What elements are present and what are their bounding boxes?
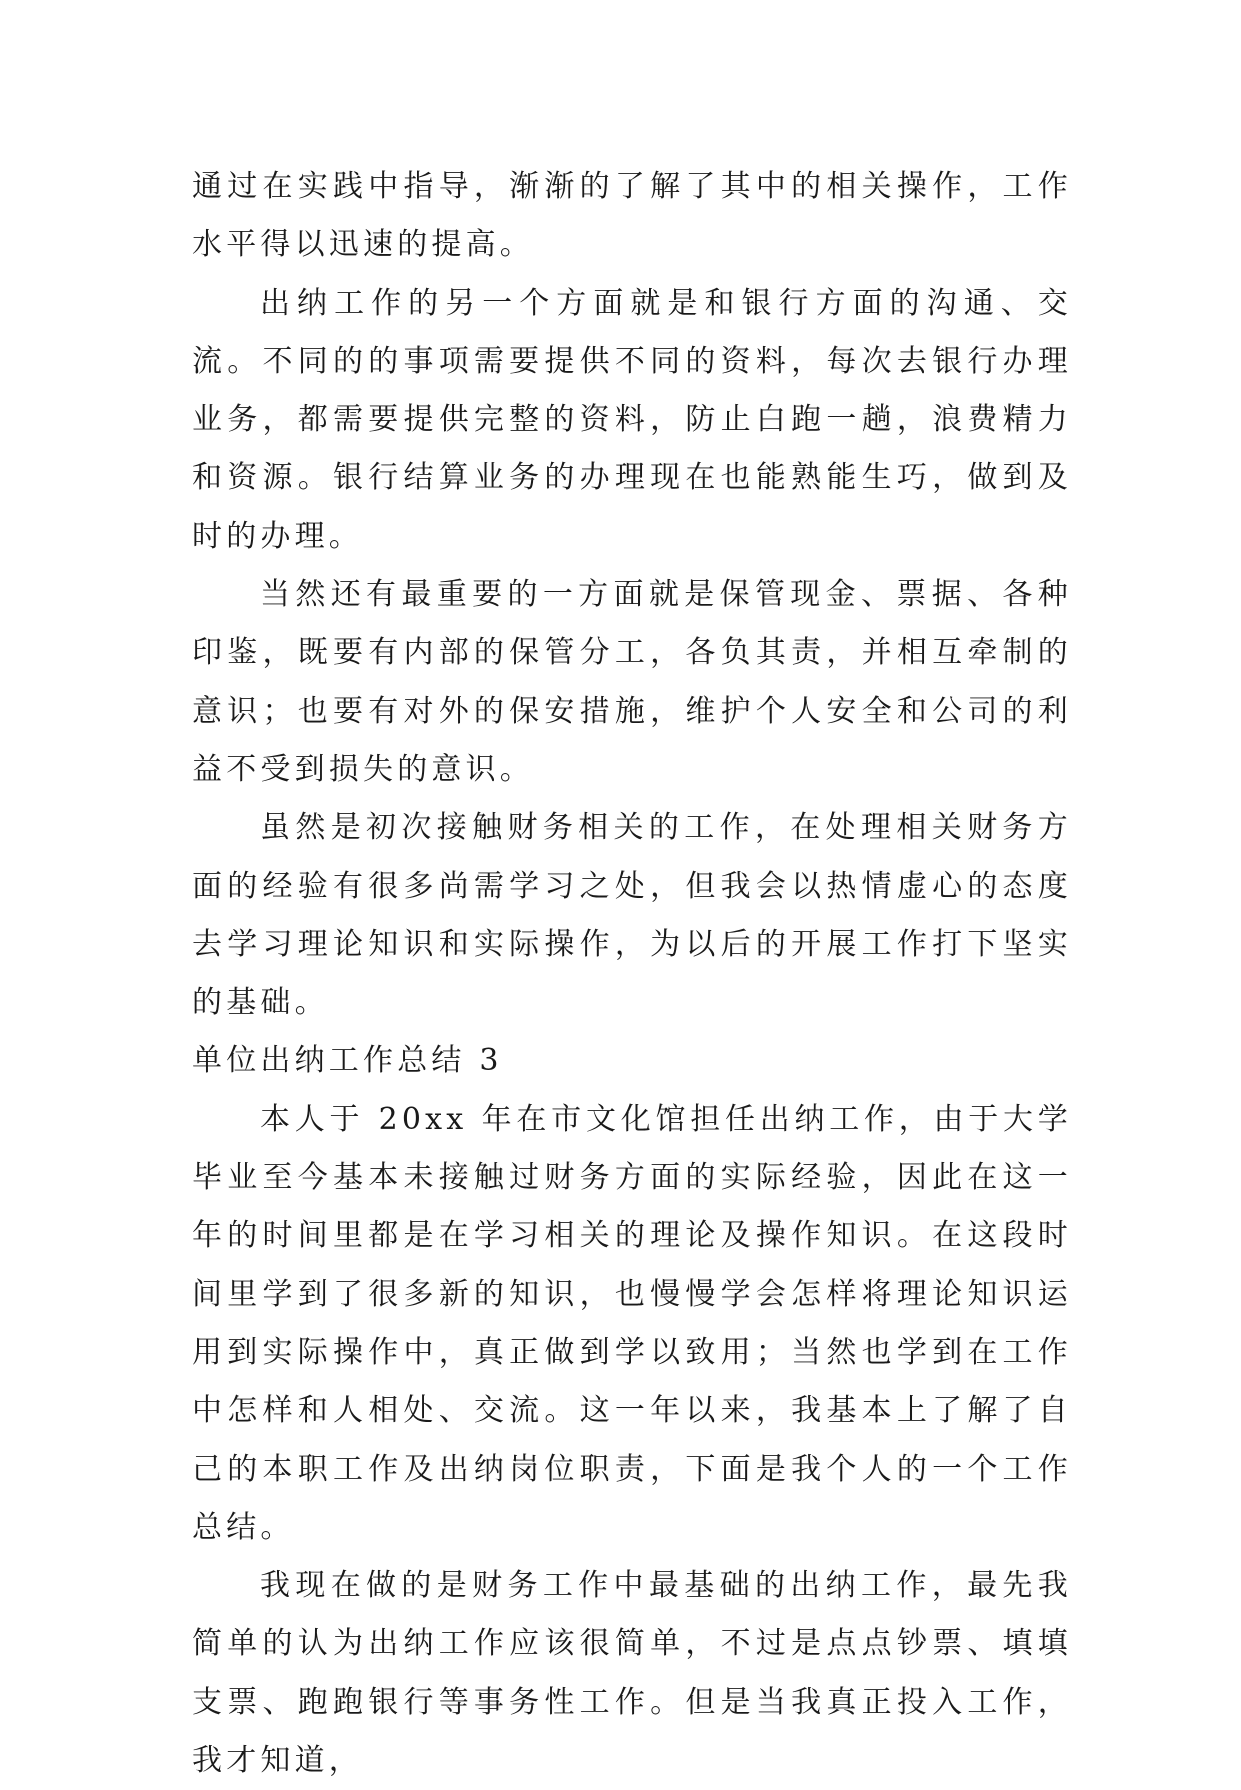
paragraph-basic-work: 我现在做的是财务工作中最基础的出纳工作，最先我简单的认为出纳工作应该很简单，不过是点点钞票、填填支票、跑跑银行等事务性工作。但是当我真正投入工作，我才知道，	[192, 1568, 1072, 1779]
paragraph-bank-communication: 出纳工作的另一个方面就是和银行方面的沟通、交流。不同的的事项需要提供不同的资料，每次去银行办理业务，都需要提供完整的资料，防止白跑一趟，浪费精力和资源。银行结算业务的办理现在也能熟能生巧，做到及时的办理。	[192, 285, 1072, 554]
paragraph-cash-custody: 当然还有最重要的一方面就是保管现金、票据、各种印鉴，既要有内部的保管分工，各负其责，并相互牵制的意识；也要有对外的保安措施，维护个人安全和公司的利益不受到损失的意识。	[192, 577, 1072, 787]
section-heading: 单位出纳工作总结 3	[192, 1043, 503, 1079]
paragraph-learning: 虽然是初次接触财务相关的工作，在处理相关财务方面的经验有很多尚需学习之处，但我会以热情虚心的态度去学习理论知识和实际操作，为以后的开展工作打下坚实的基础。	[192, 810, 1072, 1021]
paragraph-introduction: 本人于 20xx 年在市文化馆担任出纳工作，由于大学毕业至今基本未接触过财务方面的实际经验，因此在这一年的时间里都是在学习相关的理论及操作知识。在这段时间里学到了很多新的知识，也慢慢学会怎样将理论知识运用到实际操作中，真正做到学以致用；当然也学到在工作中怎样和人相处、交流。这一年以来，我基本上了解了自己的本职工作及出纳岗位职责，下面是我个人的一个工作总结。	[192, 1101, 1072, 1545]
document-body	[192, 158, 1072, 1790]
paragraph-continuation: 通过在实践中指导，渐渐的了解了其中的相关操作，工作水平得以迅速的提高。	[192, 169, 1072, 263]
